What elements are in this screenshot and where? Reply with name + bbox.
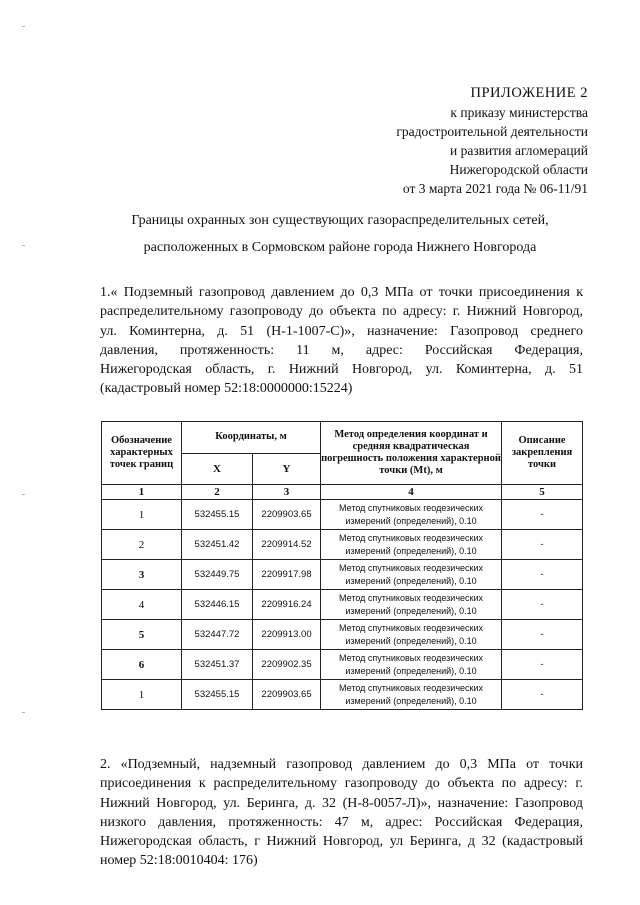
title-line: расположенных в Сормовском районе города Нижнего Новгорода	[143, 240, 537, 255]
method-cell	[321, 530, 502, 560]
description-cell: -	[502, 530, 583, 560]
method-line: измерений (определений), 0.10	[345, 545, 477, 556]
title-line: Границы охранных зон существующих газораспределительных сетей,	[131, 213, 549, 228]
description-cell: -	[502, 680, 583, 710]
point-cell: 1	[102, 680, 182, 710]
header-y: Y	[253, 453, 321, 485]
method-cell	[321, 500, 502, 530]
table-header-row	[102, 422, 583, 454]
column-number: 1	[102, 485, 182, 500]
table-row	[102, 530, 583, 560]
column-number: 2	[182, 485, 253, 500]
appendix-heading: ПРИЛОЖЕНИЕ 2	[470, 85, 588, 101]
document-title	[80, 207, 600, 261]
y-cell: 2209917.98	[253, 560, 321, 590]
method-cell	[321, 620, 502, 650]
paragraph-line: распределительному газопроводу до объекта по адресу: г. Нижний Новгород,	[100, 304, 583, 320]
method-line: Метод спутниковых геодезических	[339, 652, 483, 663]
method-line: измерений (определений), 0.10	[345, 605, 477, 616]
scan-edge-mark	[22, 245, 25, 246]
paragraph-line: Нижний Новгород, ул. Беринга, д. 32 (Н-8-0057-Л)», назначение: Газопровод	[100, 795, 583, 811]
method-cell	[321, 680, 502, 710]
table-row	[102, 500, 583, 530]
paragraph-line: Нижегородская область, г Нижний Новгород, ул Беринга, д 32 (кадастровый	[100, 834, 583, 850]
description-cell: -	[502, 620, 583, 650]
paragraph-line: ул. Коминтерна, д. 51 (Н-1-1007-С)», назначение: Газопровод среднего	[100, 323, 583, 339]
method-cell	[321, 590, 502, 620]
scan-edge-mark	[22, 26, 25, 27]
header-coordinates: Координаты, м	[182, 422, 321, 454]
table-row	[102, 650, 583, 680]
x-cell: 532455.15	[182, 680, 253, 710]
appendix-line: и развития агломераций	[449, 143, 588, 158]
method-line: измерений (определений), 0.10	[345, 695, 477, 706]
table-row	[102, 590, 583, 620]
description-cell: -	[502, 650, 583, 680]
method-cell	[321, 560, 502, 590]
point-cell: 3	[102, 560, 182, 590]
section-1-paragraph	[100, 283, 583, 399]
x-cell: 532455.15	[182, 500, 253, 530]
paragraph-line: Нижегородская область, г. Нижний Новгород, ул. Коминтерна, д. 51	[100, 362, 583, 378]
x-cell: 532446.15	[182, 590, 253, 620]
x-cell: 532451.37	[182, 650, 253, 680]
description-cell: -	[502, 590, 583, 620]
paragraph-line: (кадастровый номер 52:18:0000000:15224)	[100, 381, 353, 397]
column-number: 3	[253, 485, 321, 500]
method-line: измерений (определений), 0.10	[345, 635, 477, 646]
y-cell: 2209914.52	[253, 530, 321, 560]
paragraph-line: 1.« Подземный газопровод давлением до 0,3 МПа от точки присоединения к	[100, 285, 583, 300]
y-cell: 2209902.35	[253, 650, 321, 680]
y-cell: 2209913.00	[253, 620, 321, 650]
header-description: Описание закрепления точки	[502, 422, 583, 485]
point-cell: 6	[102, 650, 182, 680]
paragraph-line: 2. «Подземный, надземный газопровод давлением до 0,3 МПа от точки	[100, 757, 583, 772]
column-number: 5	[502, 485, 583, 500]
method-line: Метод спутниковых геодезических	[339, 562, 483, 573]
appendix-block	[396, 84, 588, 198]
appendix-line: от 3 марта 2021 года № 06-11/91	[402, 181, 588, 196]
point-cell: 1	[102, 500, 182, 530]
paragraph-line: присоединения к распределительному газопроводу до объекта по адресу: г.	[100, 776, 583, 792]
table-body	[102, 500, 583, 710]
point-cell: 2	[102, 530, 182, 560]
header-point: Обозначение характерных точек границ	[102, 422, 182, 485]
method-line: Метод спутниковых геодезических	[339, 532, 483, 543]
coordinates-table	[101, 421, 583, 710]
x-cell: 532451.42	[182, 530, 253, 560]
header-x: X	[182, 453, 253, 485]
method-cell	[321, 650, 502, 680]
x-cell: 532449.75	[182, 560, 253, 590]
point-cell: 4	[102, 590, 182, 620]
method-line: измерений (определений), 0.10	[345, 575, 477, 586]
table-row	[102, 680, 583, 710]
appendix-line: к приказу министерства	[450, 105, 588, 120]
table-row	[102, 620, 583, 650]
method-line: Метод спутниковых геодезических	[339, 682, 483, 693]
paragraph-line: низкого давления, протяженность: 47 м, адрес: Российская Федерация,	[100, 814, 583, 830]
paragraph-line: давления, протяженность: 11 м, адрес: Российская Федерация,	[100, 342, 583, 358]
method-line: Метод спутниковых геодезических	[339, 592, 483, 603]
paragraph-line: номер 52:18:0010404: 176)	[100, 853, 258, 869]
table-row	[102, 560, 583, 590]
header-method: Метод определения координат и средняя квадратическая погрешность положения характерной точки (Mt), м	[321, 422, 502, 485]
method-line: Метод спутниковых геодезических	[339, 502, 483, 513]
column-number: 4	[321, 485, 502, 500]
column-number-row	[102, 485, 583, 500]
y-cell: 2209903.65	[253, 680, 321, 710]
appendix-line: Нижегородской области	[449, 162, 588, 177]
section-2-paragraph	[100, 755, 583, 871]
x-cell: 532447.72	[182, 620, 253, 650]
y-cell: 2209903.65	[253, 500, 321, 530]
method-line: Метод спутниковых геодезических	[339, 622, 483, 633]
method-line: измерений (определений), 0.10	[345, 515, 477, 526]
point-cell: 5	[102, 620, 182, 650]
scan-edge-mark	[22, 494, 25, 495]
method-line: измерений (определений), 0.10	[345, 665, 477, 676]
description-cell: -	[502, 500, 583, 530]
scan-edge-mark	[22, 712, 25, 713]
y-cell: 2209916.24	[253, 590, 321, 620]
description-cell: -	[502, 560, 583, 590]
appendix-line: градостроительной деятельности	[396, 124, 588, 139]
